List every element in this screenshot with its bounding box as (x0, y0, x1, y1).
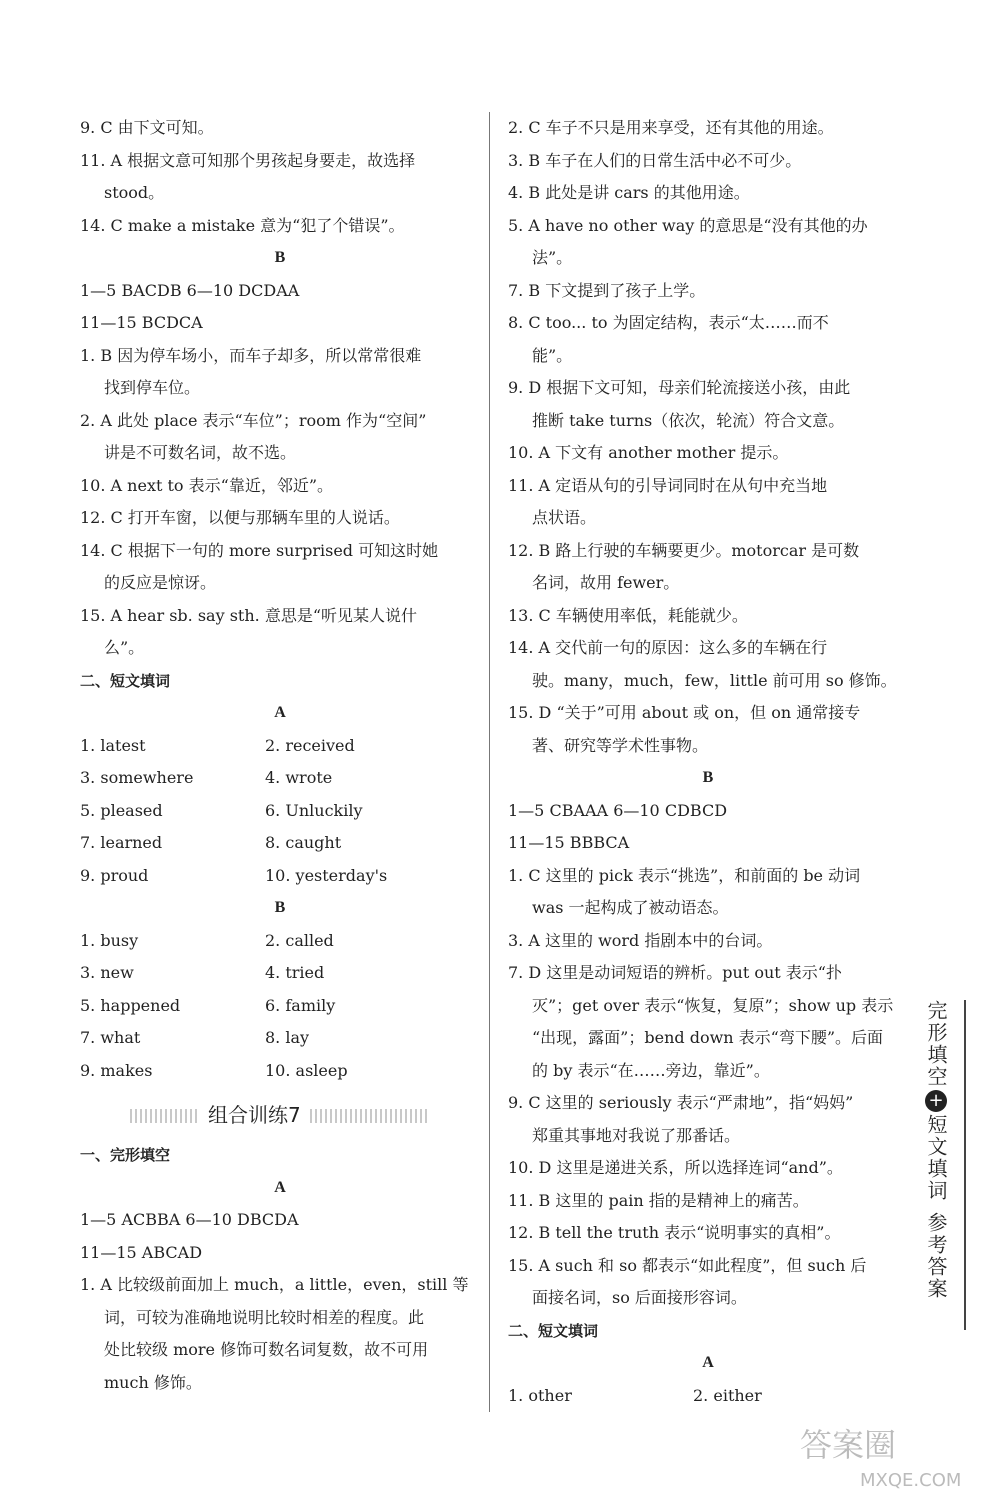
answer-continuation: 面接名词，so 后面接形容词。 (532, 1288, 747, 1307)
answer-continuation: 名词，故用 fewer。 (532, 573, 680, 592)
answer-continuation: 驶。many，much，few，little 前可用 so 修饰。 (532, 670, 897, 690)
answer-item: 4. tried (265, 963, 325, 982)
right-column (508, 112, 908, 1412)
answer-line: 10. A 下文有 another mother 提示。 (508, 443, 789, 462)
answer-item: 10. asleep (265, 1060, 348, 1080)
part-label: B (274, 249, 286, 266)
answer-item: 6. Unluckily (265, 800, 363, 820)
answer-continuation: 推断 take turns（依次，轮流）符合文意。 (532, 410, 845, 430)
section-heading: 二、短文填词 (80, 671, 171, 690)
answer-line: 9. C 由下文可知。 (80, 118, 214, 137)
answer-line: 4. B 此处是讲 cars 的其他用途。 (508, 183, 750, 202)
answer-line: 12. C 打开车窗，以便与那辆车里的人说话。 (80, 508, 400, 527)
answer-item: 1. latest (80, 735, 146, 755)
answer-continuation: 能”。 (532, 345, 573, 365)
answer-line: 15. A hear sb. say sth. 意思是“听见某人说什 (80, 605, 418, 625)
answer-item: 3. new (80, 963, 134, 982)
answer-line: 1—5 ACBBA 6—10 DBCDA (80, 1210, 299, 1229)
answer-item: 3. somewhere (80, 768, 194, 787)
answer-line: 12. B 路上行驶的车辆要更少。motorcar 是可数 (508, 540, 860, 560)
answer-line: 11. A 定语从句的引导词同时在从句中充当地 (508, 475, 828, 495)
answer-continuation: stood。 (104, 183, 165, 202)
section-sidebar (920, 1000, 972, 1300)
answer-item: 7. what (80, 1028, 141, 1047)
answer-continuation: 著、研究等学术性事物。 (532, 735, 709, 755)
answer-pair-row (80, 925, 480, 958)
banner-title: 组合训练7 (200, 1099, 309, 1128)
answer-pair-row (80, 957, 480, 990)
answer-line: 5. A have no other way 的意思是“没有其他的办 (508, 215, 868, 235)
answer-item: 2. received (265, 735, 355, 755)
answer-continuation: 处比较级 more 修饰可数名词复数，故不可用 (104, 1340, 429, 1359)
answer-continuation: “出现，露面”；bend down 表示“弯下腰”。后面 (532, 1028, 884, 1047)
answer-item: 7. learned (80, 833, 163, 852)
answer-line: 11—15 BCDCA (80, 313, 203, 332)
plus-icon: + (925, 1090, 947, 1112)
section-heading: 一、完形填空 (80, 1146, 171, 1164)
answer-pair-row (80, 730, 480, 763)
answer-line: 11. B 这里的 pain 指的是精神上的痛苦。 (508, 1190, 809, 1210)
answer-line: 11—15 ABCAD (80, 1242, 203, 1262)
answer-pair-row (80, 795, 480, 828)
answer-item: 10. yesterday's (265, 865, 388, 885)
answer-line: 10. A next to 表示“靠近，邻近”。 (80, 475, 333, 495)
part-label: A (274, 704, 286, 721)
answer-pair-row (80, 990, 480, 1023)
answer-line: 1. B 因为停车场小，而车子却多，所以常常很难 (80, 345, 422, 365)
answer-pair-row (508, 1380, 908, 1413)
answer-continuation: 点状语。 (532, 508, 597, 527)
answer-pair-row (80, 762, 480, 795)
answer-continuation: 郑重其事地对我说了那番话。 (532, 1125, 741, 1145)
answer-continuation: was 一起构成了被动语态。 (532, 898, 729, 917)
answer-item: 1. other (508, 1385, 572, 1405)
part-label: A (702, 1354, 714, 1371)
answer-continuation: 法”。 (532, 248, 573, 267)
answer-line: 3. A 这里的 word 指剧本中的台词。 (508, 930, 773, 950)
part-label: B (702, 769, 714, 786)
answer-item: 4. wrote (265, 768, 333, 787)
answer-line: 7. B 下文提到了孩子上学。 (508, 280, 706, 300)
answer-pair-row (80, 827, 480, 860)
part-label: B (274, 899, 286, 916)
section-heading: 二、短文填词 (508, 1321, 599, 1340)
answer-line: 7. D 这里是动词短语的辨析。put out 表示“扑 (508, 963, 842, 982)
part-label: A (274, 1178, 286, 1196)
answer-item: 2. called (265, 930, 334, 950)
answer-line: 11. A 根据文意可知那个男孩起身要走，故选择 (80, 150, 416, 170)
answer-item: 8. caught (265, 833, 342, 852)
answer-item: 9. makes (80, 1060, 153, 1080)
answer-item: 8. lay (265, 1028, 310, 1047)
answer-line: 1—5 CBAAA 6—10 CDBCD (508, 800, 728, 820)
answer-line: 9. C 这里的 seriously 表示“严肃地”，指“妈妈” (508, 1093, 854, 1112)
answer-line: 12. B tell the truth 表示“说明事实的真相”。 (508, 1223, 841, 1242)
answer-line: 9. D 根据下文可知，母亲们轮流接送小孩，由此 (508, 378, 851, 397)
answer-line: 15. A such 和 so 都表示“如此程度”，但 such 后 (508, 1255, 867, 1275)
answer-line: 11—15 BBBCA (508, 833, 630, 852)
sidebar-rule (964, 1000, 966, 1330)
answer-line: 8. C too... to 为固定结构，表示“太……而不 (508, 313, 829, 332)
answer-continuation: much 修饰。 (104, 1372, 202, 1392)
sidebar-cloze-label: 完形填空 (924, 1000, 948, 1088)
answer-continuation: 灭”；get over 表示“恢复，复原”；show up 表示 (532, 995, 894, 1015)
answer-continuation: 的 by 表示“在……旁边，靠近”。 (532, 1060, 770, 1080)
sidebar-answers-label: 参考答案 (924, 1212, 948, 1300)
answer-line: 2. A 此处 place 表示“车位”；room 作为“空间” (80, 410, 427, 430)
watermark-logo: 答案圈 (800, 1426, 897, 1464)
answer-line: 1. A 比较级前面加上 much，a little，even，still 等 (80, 1275, 469, 1294)
column-divider (489, 112, 490, 1412)
answer-pair-row (80, 1022, 480, 1055)
section-banner (80, 1093, 480, 1137)
answer-line: 1—5 BACDB 6—10 DCDAA (80, 280, 300, 300)
answer-item: 5. pleased (80, 800, 163, 820)
answer-line: 15. D “关于”可用 about 或 on，但 on 通常接专 (508, 703, 861, 722)
answer-line: 1. C 这里的 pick 表示“挑选”，和前面的 be 动词 (508, 865, 861, 885)
answer-continuation: 找到停车位。 (104, 378, 201, 397)
answer-item: 6. family (265, 995, 336, 1015)
answer-line: 14. A 交代前一句的原因：这么多的车辆在行 (508, 638, 828, 657)
answer-line: 3. B 车子在人们的日常生活中必不可少。 (508, 150, 802, 170)
watermark-url: MXQE.COM (860, 1470, 962, 1491)
answer-item: 9. proud (80, 865, 149, 885)
answer-item: 1. busy (80, 930, 139, 950)
answer-continuation: 词，可较为准确地说明比较时相差的程度。此 (104, 1307, 425, 1327)
answer-continuation: 么”。 (104, 638, 145, 657)
answer-item: 5. happened (80, 995, 181, 1015)
left-column (80, 112, 480, 1399)
sidebar-fill-label: 短文填词 (924, 1114, 948, 1202)
answer-line: 14. C 根据下一句的 more surprised 可知这时她 (80, 540, 439, 560)
answer-line: 2. C 车子不只是用来享受，还有其他的用途。 (508, 118, 834, 137)
answer-continuation: 的反应是惊讶。 (104, 573, 217, 592)
answer-item: 2. either (693, 1385, 762, 1405)
answer-line: 14. C make a mistake 意为“犯了个错误”。 (80, 215, 405, 235)
answer-pair-row (80, 860, 480, 893)
answer-pair-row (80, 1055, 480, 1088)
answer-line: 10. D 这里是递进关系，所以选择连词“and”。 (508, 1158, 843, 1177)
answer-continuation: 讲是不可数名词，故不选。 (104, 443, 297, 462)
answer-line: 13. C 车辆使用率低，耗能就少。 (508, 605, 748, 625)
